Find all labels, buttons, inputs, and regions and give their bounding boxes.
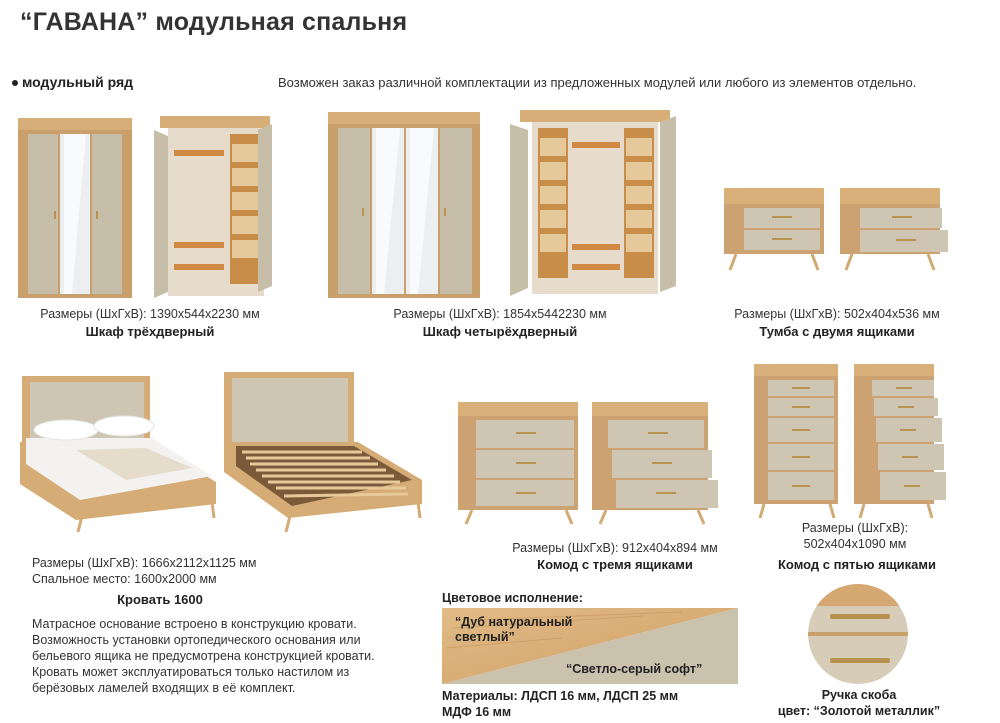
oak-label-line1: “Дуб натуральный <box>455 615 573 629</box>
section-label <box>12 74 133 90</box>
oak-label-line2: светлый” <box>455 630 515 644</box>
wardrobe3-dims: Размеры (ШхГхВ): 1390х544х2230 мм <box>40 307 260 321</box>
wardrobe4-closed-image <box>326 110 482 300</box>
bed-note-line: Возможность установки ортопедического основания или <box>32 633 361 647</box>
intro-text: Возможен заказ различной комплектации из предложенных модулей или любого из элементов отдельно. <box>278 75 917 90</box>
handle-image <box>808 584 908 684</box>
nightstand-dims: Размеры (ШхГхВ): 502х404х536 мм <box>734 307 940 321</box>
dresser3-name: Комод с тремя ящиками <box>537 557 693 572</box>
nightstand-closed-image <box>722 184 826 272</box>
bed-frame-image <box>222 368 426 536</box>
dresser3-open-image <box>590 400 722 526</box>
bullet-icon <box>12 80 18 86</box>
dresser3-closed-image <box>456 400 580 526</box>
wardrobe4-open-image <box>510 108 678 300</box>
materials <box>442 688 678 720</box>
bed-made-image <box>16 372 220 536</box>
handle-color: цвет: “Золотой металлик” <box>777 704 941 718</box>
bed-note-line: Матрасное основание встроено в конструкцию кровати. <box>32 617 357 631</box>
bed-name: Кровать 1600 <box>117 592 203 607</box>
wardrobe3-closed-image <box>16 116 134 300</box>
wardrobe3-open-image <box>154 114 278 300</box>
nightstand-open-image <box>838 184 950 272</box>
materials-line1: Материалы: ЛДСП 16 мм, ЛДСП 25 мм <box>442 689 679 703</box>
dresser5-closed-image <box>752 362 840 520</box>
wardrobe4-name: Шкаф четырёхдверный <box>422 324 578 339</box>
dresser3-dims: Размеры (ШхГхВ): 912х404х894 мм <box>512 541 718 555</box>
dresser5-dims-line2: 502х404х1090 мм <box>803 537 907 551</box>
page-title: “ГАВАНА” модульная спальня <box>20 8 408 36</box>
materials-line2: МДФ 16 мм <box>442 705 512 719</box>
wardrobe3-name: Шкаф трёхдверный <box>85 324 215 339</box>
wardrobe4-dims: Размеры (ШхГхВ): 1854х5442230 мм <box>393 307 607 321</box>
oak-label <box>455 615 605 645</box>
bed-note-line: Кровать может эксплуатироваться только настилом из <box>32 665 350 679</box>
section-label-text: модульный ряд <box>22 74 134 90</box>
bed-note <box>32 616 432 696</box>
nightstand-name: Тумба с двумя ящиками <box>759 324 915 339</box>
bed-sleep-area: Спальное место: 1600х2000 мм <box>32 572 217 586</box>
dresser5-dims-line1: Размеры (ШхГхВ): <box>801 521 909 535</box>
dresser5-name: Комод с пятью ящиками <box>777 557 937 572</box>
bed-note-line: бельевого ящика не предусмотрена конструкцией кровати. <box>32 649 375 663</box>
bed-dims: Размеры (ШхГхВ): 1666х2112х1125 мм <box>32 556 257 570</box>
grey-label: “Светло-серый софт” <box>566 662 703 676</box>
handle-name: Ручка скоба <box>821 688 897 702</box>
dresser5-open-image <box>852 362 948 520</box>
color-title: Цветовое исполнение: <box>442 591 583 605</box>
bed-note-line: берёзовых ламелей входящих в её комплект. <box>32 681 296 695</box>
